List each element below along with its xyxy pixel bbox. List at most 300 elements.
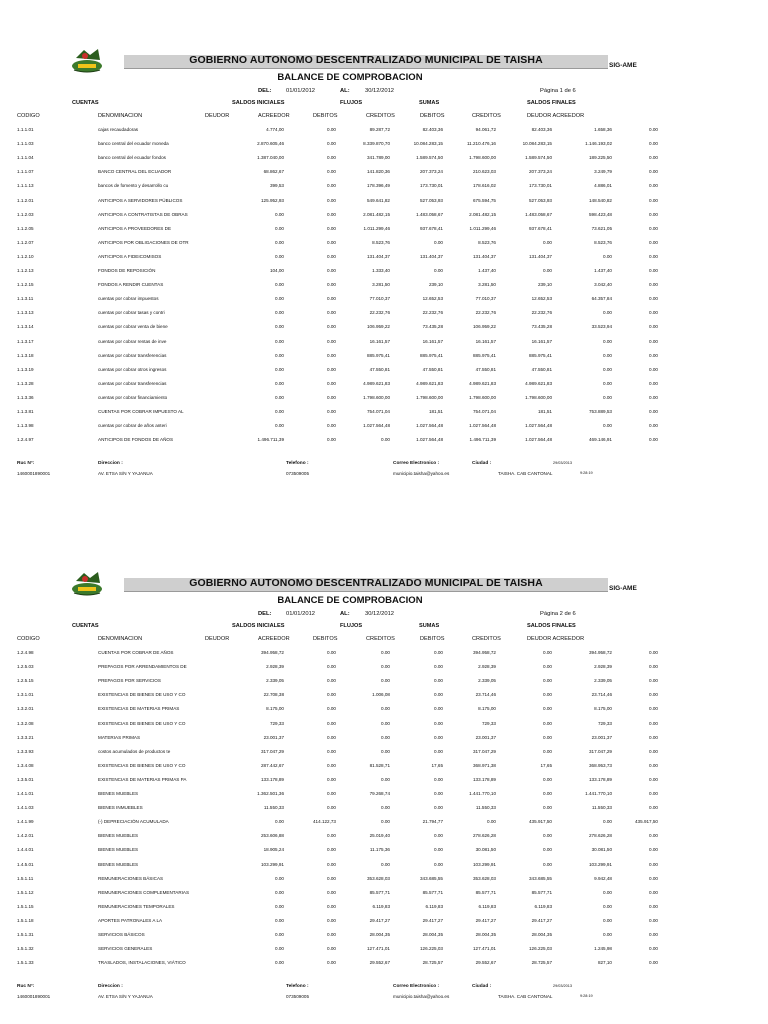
- final-extra: 0.00: [649, 960, 658, 966]
- final-creditor: 1.441.770,10: [585, 791, 612, 796]
- initial-creditor: 287.442,67: [261, 762, 284, 768]
- initial-creditor: 1.496.711,39: [257, 437, 284, 443]
- sum-debits: 126.225,03: [420, 946, 443, 952]
- flow-credits: 1.333,40: [372, 268, 390, 273]
- sum-debits: 343.685,55: [420, 875, 443, 881]
- initial-creditor: 133.178,89: [261, 776, 284, 782]
- account-code: 1.1.2.15: [17, 282, 34, 288]
- table-row: [0, 678, 768, 688]
- city-label: Ciudad :: [472, 984, 492, 990]
- sum-credits: 178.616,02: [473, 183, 496, 189]
- phone-label: Telefono :: [286, 984, 309, 990]
- account-name: cuentas por cobrar impuestos: [98, 296, 159, 302]
- table-row: [0, 904, 768, 914]
- flow-credits: 1.006,08: [372, 692, 390, 698]
- flow-debits: 0.00: [327, 946, 336, 952]
- account-code: 1.1.2.10: [17, 253, 34, 259]
- final-debtor: 1.589.574,50: [525, 155, 552, 161]
- sum-credits: 278.626,28: [473, 833, 496, 839]
- final-debtor: 0.00: [543, 833, 552, 839]
- sum-credits: 2.339,05: [478, 678, 496, 684]
- account-code: 1.3.2.01: [17, 706, 34, 712]
- col-deudor: DEUDOR: [205, 636, 230, 642]
- col-group-saldos-finales: SALDOS FINALES: [527, 623, 576, 629]
- sum-debits: 0.00: [434, 847, 443, 853]
- sum-credits: 23.714,46: [475, 692, 496, 698]
- final-extra: 0.00: [649, 706, 658, 712]
- final-creditor: 11.550,33: [591, 805, 612, 811]
- initial-creditor: 1.362.501,36: [257, 791, 284, 796]
- flow-debits: 0.00: [327, 734, 336, 740]
- final-extra: 0.00: [649, 380, 658, 386]
- sum-credits: 103.299,91: [473, 861, 496, 867]
- flow-credits: 79.268,74: [369, 791, 390, 796]
- date-from-label: DEL:: [258, 88, 272, 94]
- sum-debits: 16.161,57: [422, 338, 443, 344]
- final-creditor: 33.523,94: [591, 324, 612, 330]
- flow-credits: 549.641,82: [367, 197, 390, 203]
- city-value: TAISHA. CAB CANTONAL: [498, 994, 553, 1000]
- account-name: BIENES INMUEBLES: [98, 805, 143, 811]
- account-name: ANTICIPOS DE FONDOS DE AÑOS: [98, 437, 174, 443]
- flow-debits: 0.00: [327, 847, 336, 853]
- flow-credits: 0.00: [381, 678, 390, 684]
- account-code: 1.1.1.04: [17, 155, 34, 161]
- sum-debits: 4.989.621,83: [416, 380, 443, 386]
- initial-creditor: 0.00: [275, 932, 284, 937]
- account-code: 1.5.1.11: [17, 875, 34, 881]
- initial-creditor: 125.952,93: [261, 197, 284, 203]
- final-creditor: 827,10: [597, 960, 612, 966]
- col-group-saldos-iniciales: SALDOS INICIALES: [232, 623, 285, 629]
- initial-creditor: 0.00: [275, 423, 284, 429]
- sum-credits: 133.178,89: [473, 776, 496, 782]
- account-name: BIENES MUEBLES: [98, 791, 139, 796]
- final-debtor: 0.00: [543, 720, 552, 726]
- flow-debits: 0.00: [327, 748, 336, 754]
- account-code: 1.1.1.13: [17, 183, 34, 189]
- initial-creditor: 18.905,24: [263, 847, 284, 853]
- sum-debits: 28.004,35: [422, 932, 443, 937]
- account-name: REMUNERACIONES BÁSICAS: [98, 875, 164, 881]
- col-denominacion: DENOMINACION: [98, 113, 143, 119]
- sum-credits: 1.441.770,10: [469, 791, 496, 796]
- final-debtor: 47.550,81: [531, 366, 552, 372]
- flow-credits: 3.281,50: [372, 282, 390, 288]
- account-code: 1.1.2.01: [17, 197, 34, 203]
- sum-debits: 0.00: [434, 239, 443, 245]
- account-name: FONDOS DE REPOSICIÓN: [98, 268, 156, 273]
- account-name: SERVICIOS BÁSICOS: [98, 932, 145, 937]
- flow-credits: 178.396,49: [367, 183, 390, 189]
- sum-debits: 0.00: [434, 861, 443, 867]
- final-debtor: 173.730,01: [529, 183, 552, 189]
- account-code: 1.3.2.08: [17, 720, 34, 726]
- col-acreedor: ACREEDOR: [258, 636, 290, 642]
- final-debtor: 12.652,53: [531, 296, 552, 302]
- col-deudor-acreedor: DEUDOR ACREEDOR: [527, 113, 585, 119]
- sum-credits: 22.232,76: [475, 310, 496, 316]
- final-debtor: 0.00: [543, 678, 552, 684]
- final-creditor: 73.621,05: [591, 225, 612, 231]
- final-creditor: 30.081,50: [591, 847, 612, 853]
- table-row: [0, 226, 768, 236]
- final-extra: 0.00: [649, 762, 658, 768]
- flow-debits: 0.00: [327, 324, 336, 330]
- account-name: costos acumulados de productos te: [98, 748, 171, 754]
- table-row: [0, 735, 768, 745]
- sum-credits: 1.437,40: [478, 268, 496, 273]
- table-row: [0, 777, 768, 787]
- final-debtor: 82.403,36: [531, 127, 552, 132]
- flow-credits: 77.010,37: [369, 296, 390, 302]
- flow-debits: 0.00: [327, 310, 336, 316]
- sum-debits: 21.794,77: [422, 819, 443, 825]
- table-row: [0, 339, 768, 349]
- final-extra: 0.00: [649, 748, 658, 754]
- sum-credits: 94.061,72: [475, 127, 496, 132]
- account-code: 1.1.2.13: [17, 268, 34, 273]
- account-name: cuentas por cobrar financiamiento: [98, 394, 168, 400]
- account-name: FONDOS A RENDIR CUENTAS: [98, 282, 164, 288]
- table-row: [0, 749, 768, 759]
- initial-creditor: 394.958,72: [261, 650, 284, 655]
- flow-debits: 0.00: [327, 338, 336, 344]
- sum-debits: 0.00: [434, 776, 443, 782]
- col-debitos-sumas: DEBITOS: [420, 636, 445, 642]
- flow-credits: 0.00: [381, 748, 390, 754]
- final-extra: 0.00: [649, 791, 658, 796]
- final-creditor: 0.00: [603, 819, 612, 825]
- sum-credits: 2.081.482,15: [469, 211, 496, 217]
- phone-value: 073509005: [286, 471, 309, 477]
- final-extra: 0.00: [649, 366, 658, 372]
- address-value: AV. ETSA S/N Y YAJANUA: [98, 994, 153, 1000]
- account-code: 1.5.1.32: [17, 946, 34, 952]
- account-name: cuentas por cobrar rentas de inve: [98, 338, 167, 344]
- final-creditor: 0.00: [603, 889, 612, 895]
- flow-credits: 1.798.600,00: [363, 394, 390, 400]
- table-row: [0, 127, 768, 137]
- col-group-flujos: FLUJOS: [340, 623, 363, 629]
- account-code: 1.5.1.33: [17, 960, 34, 966]
- sum-credits: 106.959,22: [473, 324, 496, 330]
- account-code: 1.1.1.03: [17, 141, 34, 147]
- account-code: 1.1.3.13: [17, 310, 34, 316]
- account-name: CUENTAS POR COBRAR DE AÑOS: [98, 650, 174, 655]
- col-creditos: CREDITOS: [366, 636, 395, 642]
- flow-credits: 22.232,76: [369, 310, 390, 316]
- flow-credits: 141.820,36: [367, 169, 390, 175]
- final-debtor: 131.404,37: [529, 253, 552, 259]
- final-debtor: 0.00: [543, 861, 552, 867]
- initial-creditor: 0.00: [275, 225, 284, 231]
- flow-debits: 0.00: [327, 253, 336, 259]
- flow-debits: 0.00: [327, 169, 336, 175]
- flow-debits: 0.00: [327, 183, 336, 189]
- final-creditor: 598.423,48: [589, 211, 612, 217]
- table-row: [0, 367, 768, 377]
- account-code: 1.4.4.01: [17, 847, 34, 853]
- account-code: 1.1.3.11: [17, 296, 34, 302]
- account-code: 1.4.2.01: [17, 833, 34, 839]
- page-number: Página 1 de 6: [540, 88, 576, 94]
- final-creditor: 1.437,40: [594, 268, 612, 273]
- sum-debits: 6.119,83: [425, 903, 443, 909]
- final-debtor: 29.417,27: [531, 917, 552, 923]
- date-from-value: 01/01/2012: [286, 88, 316, 94]
- final-debtor: 239,10: [537, 282, 552, 288]
- initial-creditor: 104,00: [269, 268, 284, 273]
- initial-creditor: 0.00: [275, 338, 284, 344]
- sum-credits: 6.119,83: [478, 903, 496, 909]
- final-debtor: 1.798.600,00: [525, 394, 552, 400]
- flow-credits: 0.00: [381, 819, 390, 825]
- sum-debits: 0.00: [434, 678, 443, 684]
- sum-debits: 0.00: [434, 734, 443, 740]
- flow-credits: 47.550,81: [369, 366, 390, 372]
- final-debtor: 0.00: [543, 706, 552, 712]
- account-name: (-) DEPRECIACIÓN ACUMULADA: [98, 819, 169, 825]
- table-row: [0, 268, 768, 278]
- sum-debits: 47.550,81: [422, 366, 443, 372]
- flow-credits: 353.628,03: [367, 875, 390, 881]
- sum-credits: 3.281,50: [478, 282, 496, 288]
- email-value: municipio.taisha@yahoo.es: [393, 994, 450, 1000]
- sum-debits: 22.232,76: [422, 310, 443, 316]
- table-row: [0, 381, 768, 391]
- sum-credits: 729,33: [481, 720, 496, 726]
- table-row: [0, 805, 768, 815]
- final-debtor: 1.483.058,67: [525, 211, 552, 217]
- final-creditor: 3.042,40: [594, 282, 612, 288]
- flow-debits: 0.00: [327, 211, 336, 217]
- final-extra: 0.00: [649, 437, 658, 443]
- flow-credits: 2.081.482,15: [363, 211, 390, 217]
- final-creditor: 8.175,00: [594, 706, 612, 712]
- account-code: 1.5.1.15: [17, 903, 34, 909]
- sum-credits: 368.971,38: [473, 762, 496, 768]
- final-debtor: 0.00: [543, 791, 552, 796]
- col-group-cuentas: CUENTAS: [72, 100, 99, 106]
- ruc-value: 1460001890001: [17, 994, 51, 1000]
- flow-debits: 0.00: [327, 394, 336, 400]
- final-extra: 0.00: [649, 678, 658, 684]
- flow-debits: 0.00: [327, 875, 336, 881]
- flow-credits: 16.161,57: [369, 338, 390, 344]
- account-name: PREPAGOS POR SERVICIOS: [98, 678, 161, 684]
- sum-credits: 2.928,39: [478, 664, 496, 670]
- final-debtor: 885.975,41: [529, 352, 552, 358]
- final-debtor: 10.084.283,15: [522, 141, 552, 147]
- table-row: [0, 240, 768, 250]
- account-name: ANTICIPOS A FIDEICOMISOS: [98, 253, 162, 259]
- account-name: TRASLADOS, INSTALACIONES, VIÁTICO: [98, 960, 186, 966]
- final-creditor: 394.958,72: [589, 650, 612, 655]
- sum-debits: 239,10: [428, 282, 443, 288]
- sum-debits: 0.00: [434, 664, 443, 670]
- final-creditor: 0.00: [603, 917, 612, 923]
- final-extra: 0.00: [649, 225, 658, 231]
- system-code: SIG-AME: [609, 585, 637, 592]
- address-label: Direccion :: [98, 461, 123, 467]
- phone-label: Telefono :: [286, 461, 309, 467]
- final-creditor: 0.00: [603, 352, 612, 358]
- table-row: [0, 819, 768, 829]
- account-code: 1.1.2.03: [17, 211, 34, 217]
- account-code: 1.2.5.03: [17, 664, 34, 670]
- sum-debits: 17,65: [431, 762, 443, 768]
- institution-title: GOBIERNO AUTONOMO DESCENTRALIZADO MUNICIPAL DE TAISHA: [189, 54, 543, 66]
- account-code: 1.2.4.97: [17, 437, 34, 443]
- sum-debits: 73.435,28: [422, 324, 443, 330]
- table-row: [0, 918, 768, 928]
- sum-debits: 0.00: [434, 720, 443, 726]
- flow-credits: 885.975,41: [367, 352, 390, 358]
- account-code: 1.3.1.01: [17, 692, 34, 698]
- final-debtor: 22.232,76: [531, 310, 552, 316]
- ruc-label: Ruc N°:: [17, 984, 35, 990]
- account-name: MATERIAS PRIMAS: [98, 734, 141, 740]
- initial-creditor: 23.001,37: [263, 734, 284, 740]
- table-row: [0, 198, 768, 208]
- final-extra: 0.00: [649, 127, 658, 132]
- col-group-sumas: SUMAS: [419, 623, 440, 629]
- flow-credits: 25.019,40: [369, 833, 390, 839]
- flow-credits: 0.00: [381, 437, 390, 443]
- final-extra: 0.00: [649, 155, 658, 161]
- flow-debits: 0.00: [327, 296, 336, 302]
- flow-credits: 106.959,22: [367, 324, 390, 330]
- account-name: ANTICIPOS A CONTRATISTAS DE OBRAS: [98, 211, 188, 217]
- date-to-label: AL:: [340, 88, 350, 94]
- final-extra: 0.00: [649, 650, 658, 655]
- initial-creditor: 0.00: [275, 946, 284, 952]
- account-name: cuentas por cobrar venta de biene: [98, 324, 168, 330]
- institution-title: GOBIERNO AUTONOMO DESCENTRALIZADO MUNICIPAL DE TAISHA: [189, 577, 543, 589]
- flow-credits: 0.00: [381, 664, 390, 670]
- flow-credits: 11.175,36: [369, 847, 390, 853]
- table-row: [0, 876, 768, 886]
- account-name: ANTICIPOS POR OBLIGACIONES DE OTR: [98, 239, 189, 245]
- account-name: cajas recaudadoras: [98, 127, 139, 132]
- account-code: 1.3.4.08: [17, 762, 34, 768]
- final-debtor: 527.053,93: [529, 197, 552, 203]
- flow-debits: 0.00: [327, 932, 336, 937]
- table-row: [0, 692, 768, 702]
- final-creditor: 8.523,76: [594, 239, 612, 245]
- final-creditor: 2.928,39: [594, 664, 612, 670]
- final-debtor: 1.027.564,48: [525, 437, 552, 443]
- final-creditor: 1.146.193,02: [585, 141, 612, 147]
- table-row: [0, 791, 768, 801]
- flow-credits: 0.00: [381, 720, 390, 726]
- flow-debits: 0.00: [327, 282, 336, 288]
- sum-debits: 0.00: [434, 791, 443, 796]
- city-label: Ciudad :: [472, 461, 492, 467]
- final-extra: 0.00: [649, 296, 658, 302]
- final-extra: 0.00: [649, 169, 658, 175]
- municipal-logo-icon: [70, 569, 104, 597]
- email-label: Correo Electronico :: [393, 461, 440, 467]
- sum-debits: 29.417,27: [422, 917, 443, 923]
- sum-credits: 394.958,72: [473, 650, 496, 655]
- final-extra: 0.00: [649, 352, 658, 358]
- sum-debits: 0.00: [434, 650, 443, 655]
- sum-debits: 1.027.564,48: [416, 437, 443, 443]
- account-name: BANCO CENTRAL DEL ECUADOR: [98, 169, 172, 175]
- final-extra: 0.00: [649, 409, 658, 414]
- flow-debits: 0.00: [327, 917, 336, 923]
- final-debtor: 16.161,57: [531, 338, 552, 344]
- table-row: [0, 833, 768, 843]
- account-code: 1.1.2.07: [17, 239, 34, 245]
- final-debtor: 0.00: [543, 805, 552, 811]
- table-row: [0, 437, 768, 447]
- initial-creditor: 11.550,33: [263, 805, 284, 811]
- final-creditor: 0.00: [603, 366, 612, 372]
- flow-debits: 0.00: [327, 141, 336, 147]
- sum-credits: 754.071,04: [473, 409, 496, 414]
- sum-debits: 207.373,24: [420, 169, 443, 175]
- flow-debits: 0.00: [327, 352, 336, 358]
- flow-debits: 0.00: [327, 762, 336, 768]
- final-creditor: 0.00: [603, 253, 612, 259]
- final-extra: 0.00: [649, 692, 658, 698]
- final-debtor: 4.989.621,83: [525, 380, 552, 386]
- ruc-value: 1460001890001: [17, 471, 51, 477]
- table-row: [0, 650, 768, 660]
- col-group-cuentas: CUENTAS: [72, 623, 99, 629]
- flow-debits: 0.00: [327, 833, 336, 839]
- account-code: 1.1.3.81: [17, 409, 34, 414]
- sum-credits: 210.623,03: [473, 169, 496, 175]
- account-name: ANTICIPOS A SERVIDORES PÚBLICOS: [98, 197, 183, 203]
- sum-debits: 1.589.574,50: [416, 155, 443, 161]
- final-extra: 0.00: [649, 734, 658, 740]
- sum-credits: 16.161,57: [475, 338, 496, 344]
- sum-debits: 885.975,41: [420, 352, 443, 358]
- flow-credits: 0.00: [381, 734, 390, 740]
- flow-credits: 4.989.621,83: [363, 380, 390, 386]
- account-name: PREPAGOS POR ARRENDAMIENTOS DE: [98, 664, 187, 670]
- date-to-label: AL:: [340, 611, 350, 617]
- flow-credits: 29.552,67: [369, 960, 390, 966]
- table-row: [0, 395, 768, 405]
- final-extra: 0.00: [649, 253, 658, 259]
- flow-debits: 0.00: [327, 366, 336, 372]
- flow-credits: 0.00: [381, 706, 390, 712]
- final-debtor: 0.00: [543, 776, 552, 782]
- final-extra: 0.00: [649, 183, 658, 189]
- table-row: [0, 706, 768, 716]
- account-code: 1.1.3.18: [17, 352, 34, 358]
- table-row: [0, 721, 768, 731]
- account-name: banco central del ecuador fondos: [98, 155, 166, 161]
- account-name: APORTES PATRONALES A LA: [98, 917, 163, 923]
- ruc-label: Ruc N°:: [17, 461, 35, 467]
- sum-credits: 29.417,27: [475, 917, 496, 923]
- flow-debits: 0.00: [327, 692, 336, 698]
- final-extra: 0.00: [649, 932, 658, 937]
- table-row: [0, 409, 768, 419]
- flow-credits: 1.011.299,46: [363, 225, 390, 231]
- table-row: [0, 423, 768, 433]
- col-codigo: CODIGO: [17, 113, 40, 119]
- flow-debits: 0.00: [327, 197, 336, 203]
- sum-credits: 1.027.564,48: [469, 423, 496, 429]
- final-debtor: 207.373,24: [529, 169, 552, 175]
